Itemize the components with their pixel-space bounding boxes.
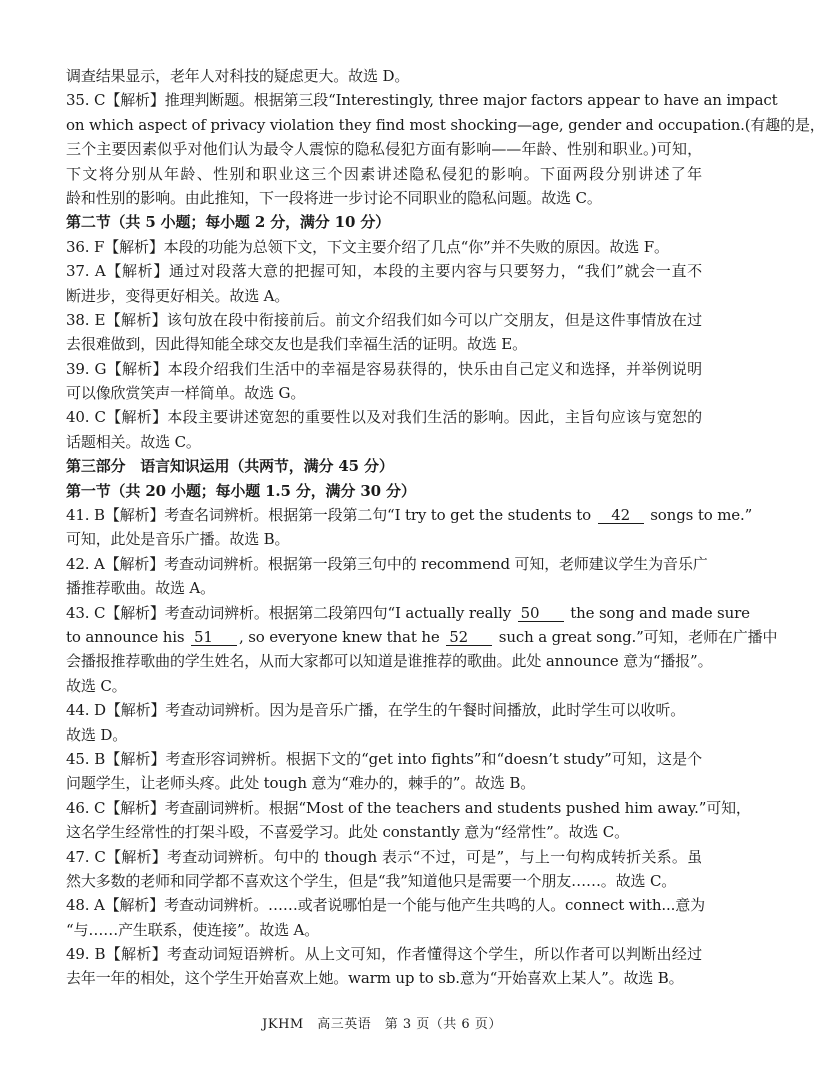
text-line: 调查结果显示，老年人对科技的疑虑更大。故选 D。: [66, 67, 410, 85]
text-line: 故选 D。: [66, 725, 128, 744]
text-line: 这名学生经常性的打架斗殴，不喜爱学习。此处 constantly 意为“经常性”。故选 C。: [66, 823, 629, 842]
text-line: 去年一年的相处，这个学生开始喜欢上她。warm up to sb.意为“开始喜欢上某人”。故选 B。: [66, 969, 684, 988]
text-line: 然大多数的老师和同学都不喜欢这个学生，但是“我”知道他只是需要一个朋友……。故选 C。: [66, 871, 677, 890]
text-line: 话题相关。故选 C。: [66, 432, 201, 451]
text-line: 下文将分别从年龄、性别和职业这三个因素讲述隐私侵犯的影响。下面两段分别讲述了年: [66, 164, 702, 183]
page-footer: JKHM 高三英语 第 3 页（共 6 页）: [262, 1017, 502, 1032]
text-line: 48. A【解析】考查动词辨析。……或者说哪怕是一个能与他产生共鸣的人。connect with...意为: [66, 896, 705, 915]
answer-blank: 52: [446, 629, 492, 646]
section-heading: 第二节（共 5 小题；每小题 2 分，满分 10 分）: [66, 213, 391, 232]
text-line: 44. D【解析】考查动词辨析。因为是音乐广播，在学生的午餐时间播放，此时学生可以收听。: [66, 701, 686, 720]
answer-blank: 51: [191, 629, 237, 646]
text-line: 三个主要因素似乎对他们认为最令人震惊的隐私侵犯方面有影响——年龄、性别和职业。)可知，: [66, 140, 702, 159]
text-line: 去很难做到，因此得知能全球交友也是我们幸福生活的证明。故选 E。: [66, 335, 527, 354]
text-line: on which aspect of privacy violation they find most shocking—age, gender and occupation.(有趣的是，: [66, 115, 825, 134]
answer-blank: 42: [598, 507, 644, 524]
text-line: “与……产生联系，使连接”。故选 A。: [66, 920, 320, 939]
text-line: 故选 C。: [66, 676, 127, 695]
text-line: 38. E【解析】该句放在段中衔接前后。前文介绍我们如今可以广交朋友，但是这件事情放在过: [66, 310, 702, 329]
text-line: 断进步，变得更好相关。故选 A。: [66, 286, 290, 305]
text-line: 35. C【解析】推理判断题。根据第三段“Interestingly, three major factors appear to have an impact: [66, 91, 778, 110]
text-line: 可以像欣赏笑声一样简单。故选 G。: [66, 384, 306, 403]
text-line: 43. C【解析】考查动词辨析。根据第二段第四句“I actually really 50 the song and made sure: [66, 603, 750, 622]
text-line: 可知，此处是音乐广播。故选 B。: [66, 530, 290, 549]
text-line: 播推荐歌曲。故选 A。: [66, 579, 215, 598]
answer-explanations: [66, 64, 825, 991]
text-line: 49. B【解析】考查动词短语辨析。从上文可知，作者懂得这个学生，所以作者可以判断出经过: [66, 945, 702, 964]
text-line: to announce his 51 , so everyone knew that he 52 such a great song.”可知，老师在广播中: [66, 627, 778, 646]
text-line: 问题学生，让老师头疼。此处 tough 意为“难办的，棘手的”。故选 B。: [66, 774, 536, 793]
answer-blank: 50: [518, 605, 564, 622]
section-heading: 第一节（共 20 小题；每小题 1.5 分，满分 30 分）: [66, 481, 416, 500]
text-line: 37. A【解析】通过对段落大意的把握可知，本段的主要内容与只要努力，“我们”就会一直不: [66, 262, 702, 281]
text-line: 龄和性别的影响。由此推知，下一段将进一步讨论不同职业的隐私问题。故选 C。: [66, 188, 602, 207]
text-line: 40. C【解析】本段主要讲述宽恕的重要性以及对我们生活的影响。因此，主旨句应该与宽恕的: [66, 408, 702, 427]
text-line: 47. C【解析】考查动词辨析。句中的 though 表示“不过，可是”，与上一句构成转折关系。虽: [66, 847, 702, 866]
text-line: 46. C【解析】考查副词辨析。根据“Most of the teachers and students pushed him away.”可知，: [66, 798, 751, 817]
text-line: 会播报推荐歌曲的学生姓名，从而大家都可以知道是谁推荐的歌曲。此处 announce 意为“播报”。: [66, 652, 713, 671]
text-line: 45. B【解析】考查形容词辨析。根据下文的“get into fights”和“doesn’t study”可知，这是个: [66, 749, 702, 768]
text-line: 41. B【解析】考查名词辨析。根据第一段第二句“I try to get the students to 42 songs to me.”: [66, 506, 753, 525]
text-line: 39. G【解析】本段介绍我们生活中的幸福是容易获得的，快乐由自己定义和选择，并举例说明: [66, 359, 702, 378]
text-line: 42. A【解析】考查动词辨析。根据第一段第三句中的 recommend 可知，老师建议学生为音乐广: [66, 554, 708, 573]
text-line: 36. F【解析】本段的功能为总领下文，下文主要介绍了几点“你”并不失败的原因。故选 F。: [66, 237, 669, 256]
section-heading: 第三部分 语言知识运用（共两节，满分 45 分）: [66, 457, 394, 476]
